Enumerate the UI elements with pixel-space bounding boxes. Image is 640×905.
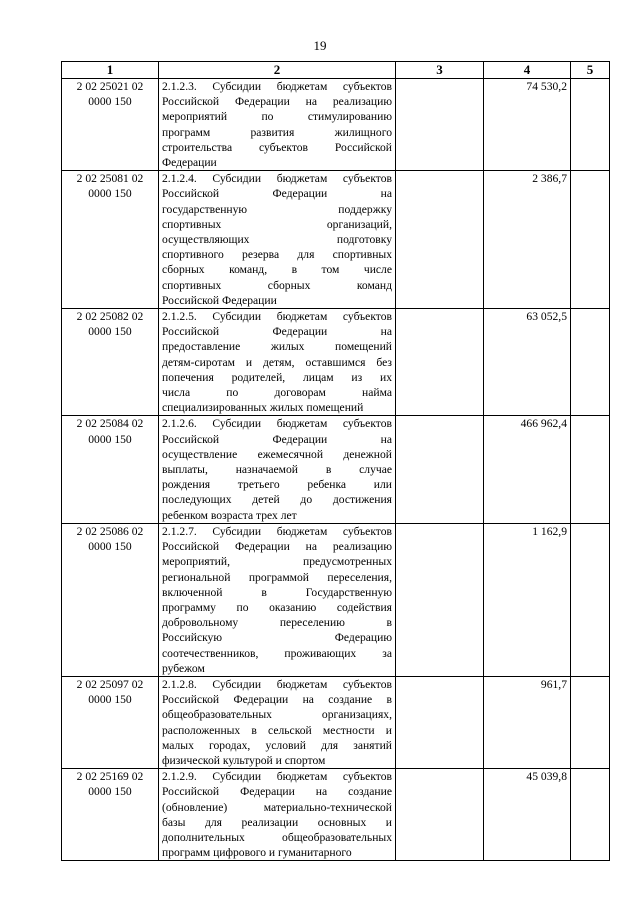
budget-code-cell: 2 02 25021 02 0000 150: [62, 79, 159, 171]
amount-cell: 466 962,4: [484, 416, 571, 523]
table-header: [62, 62, 610, 79]
description-line: 2.1.2.5. Субсидии бюджетам субъектов: [162, 310, 392, 324]
description-line: спортивных сборных команд: [162, 278, 392, 292]
description-line: Российской Федерации на создание в: [162, 693, 392, 707]
budget-code-cell: 2 02 25081 02 0000 150: [62, 171, 159, 309]
description-line: 2.1.2.8. Субсидии бюджетам субъектов: [162, 677, 392, 691]
description-line: программ цифрового и гуманитарного: [162, 846, 352, 860]
description-cell: [159, 309, 396, 416]
column-header-2: 2: [159, 62, 396, 79]
column-3-cell: [396, 309, 484, 416]
amount-cell: 1 162,9: [484, 523, 571, 676]
description-cell: [159, 523, 396, 676]
description-line: мероприятий по стимулированию: [162, 110, 392, 124]
description-line: выплаты, назначаемой в случае: [162, 463, 392, 477]
description-line: строительства субъектов Российской: [162, 140, 392, 154]
column-5-cell: [571, 769, 610, 861]
budget-code-cell: 2 02 25086 02 0000 150: [62, 523, 159, 676]
column-5-cell: [571, 416, 610, 523]
description-line: региональной программой переселения,: [162, 570, 392, 584]
column-header-3: 3: [396, 62, 484, 79]
amount-cell: 961,7: [484, 676, 571, 768]
description-line: расположенных в сельской местности и: [162, 723, 392, 737]
description-line: спортивного резерва для спортивных: [162, 248, 392, 262]
table-row: [62, 769, 610, 861]
description-line: спортивных организаций,: [162, 217, 392, 231]
description-line: предоставление жилых помещений: [162, 340, 392, 354]
description-line: Российской Федерации на: [162, 187, 392, 201]
description-line: соотечественников, проживающих за: [162, 646, 392, 660]
description-line: малых городах, условий для занятий: [162, 738, 392, 752]
column-3-cell: [396, 676, 484, 768]
description-cell: [159, 416, 396, 523]
table-row: [62, 416, 610, 523]
budget-code-cell: 2 02 25169 02 0000 150: [62, 769, 159, 861]
column-3-cell: [396, 769, 484, 861]
description-line: 2.1.2.4. Субсидии бюджетам субъектов: [162, 172, 392, 186]
description-cell: [159, 769, 396, 861]
amount-cell: 45 039,8: [484, 769, 571, 861]
amount-cell: 2 386,7: [484, 171, 571, 309]
description-line: рождения третьего ребенка или: [162, 478, 392, 492]
amount-cell: 63 052,5: [484, 309, 571, 416]
amount-cell: 74 530,2: [484, 79, 571, 171]
description-cell: [159, 676, 396, 768]
description-line: последующих детей до достижения: [162, 493, 392, 507]
description-line: осуществляющих подготовку: [162, 233, 392, 247]
description-line: физической культурой и спортом: [162, 753, 326, 767]
description-line: 2.1.2.7. Субсидии бюджетам субъектов: [162, 524, 392, 538]
column-5-cell: [571, 309, 610, 416]
table-row: [62, 309, 610, 416]
description-line: осуществление ежемесячной денежной: [162, 447, 392, 461]
description-line: программу по оказанию содействия: [162, 600, 392, 614]
column-3-cell: [396, 523, 484, 676]
description-line: детям-сиротам и детям, оставшимся без: [162, 355, 392, 369]
column-header-5: 5: [571, 62, 610, 79]
budget-code-cell: 2 02 25082 02 0000 150: [62, 309, 159, 416]
description-line: добровольному переселению в: [162, 616, 392, 630]
column-5-cell: [571, 523, 610, 676]
column-3-cell: [396, 171, 484, 309]
description-line: (обновление) материально-технической: [162, 800, 392, 814]
description-line: 2.1.2.3. Субсидии бюджетам субъектов: [162, 80, 392, 93]
description-line: базы для реализации основных и: [162, 815, 392, 829]
budget-table: [61, 61, 610, 861]
table-row: [62, 676, 610, 768]
table-row: [62, 171, 610, 309]
table-body: [62, 79, 610, 861]
description-line: Российской Федерации: [162, 293, 277, 307]
description-line: попечения родителей, лицам из их: [162, 370, 392, 384]
column-3-cell: [396, 416, 484, 523]
description-line: мероприятий, предусмотренных: [162, 555, 392, 569]
description-line: Федерации: [162, 156, 217, 170]
description-line: Российской Федерации на реализацию: [162, 540, 392, 554]
description-line: специализированных жилых помещений: [162, 401, 364, 415]
budget-code-cell: 2 02 25097 02 0000 150: [62, 676, 159, 768]
header-row: [62, 62, 610, 79]
description-line: числа по договорам найма: [162, 386, 392, 400]
description-line: ребенком возраста трех лет: [162, 508, 297, 522]
column-header-4: 4: [484, 62, 571, 79]
description-line: Российской Федерации на: [162, 325, 392, 339]
description-line: 2.1.2.9. Субсидии бюджетам субъектов: [162, 770, 392, 784]
column-5-cell: [571, 79, 610, 171]
description-line: Российской Федерации на реализацию: [162, 95, 392, 109]
column-5-cell: [571, 171, 610, 309]
description-line: Российской Федерации на создание: [162, 785, 392, 799]
description-line: 2.1.2.6. Субсидии бюджетам субъектов: [162, 417, 392, 431]
description-line: сборных команд, в том числе: [162, 263, 392, 277]
column-3-cell: [396, 79, 484, 171]
description-line: дополнительных общеобразовательных: [162, 830, 392, 844]
column-header-1: 1: [62, 62, 159, 79]
column-5-cell: [571, 676, 610, 768]
description-line: государственную поддержку: [162, 202, 392, 216]
page-number: 19: [313, 38, 327, 53]
description-line: Российской Федерации на: [162, 432, 392, 446]
description-cell: [159, 171, 396, 309]
description-line: Российскую Федерацию: [162, 631, 392, 645]
table-row: [62, 523, 610, 676]
description-line: включенной в Государственную: [162, 585, 392, 599]
description-line: рубежом: [162, 661, 205, 675]
description-cell: [159, 79, 396, 171]
table-row: [62, 79, 610, 171]
description-line: общеобразовательных организациях,: [162, 708, 392, 722]
description-line: программ развития жилищного: [162, 125, 392, 139]
budget-code-cell: 2 02 25084 02 0000 150: [62, 416, 159, 523]
